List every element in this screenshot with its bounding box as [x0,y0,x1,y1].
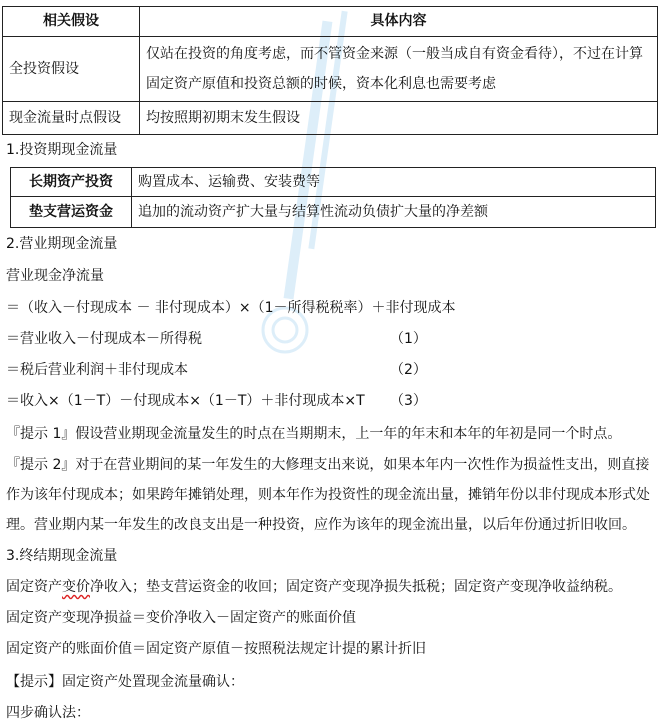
row-key: 全投资假设 [3,37,140,102]
header-assumption: 相关假设 [3,7,140,37]
ocf-title: 营业现金净流量 [6,268,104,284]
row-value: 追加的流动资产扩大量与结算性流动负债扩大量的净差额 [132,197,656,228]
tip-1: 『提示 1』假设营业期现金流量发生的时点在当期期末，上一年的年末和本年的年初是同一个时点。 [6,426,622,442]
tip-2: 『提示 2』对于在营业期间的某一年发生的大修理支出来说，如果本年内一次性作为损益性支出，则直接作为该年付现成本；如果跨年摊销处理，则本年作为投资性的现金流出量，摊销年份以非付现成本形式处理。营业期内某一年发生的改良支出是一种投资，应作为该年的现金流出量，以后年份通过折旧收回。 [6,457,650,533]
disposal-gain-loss: 固定资产变现净损益＝变价净收入－固定资产的账面价值 [6,610,356,626]
terminal-items [6,579,622,596]
row-value: 均按照期初期末发生假设 [140,102,658,135]
row-key: 垫支营运资金 [11,197,132,228]
investment-table [10,167,656,228]
text-segment: 净收入；垫支营运资金的收回；固定资产变现净损失抵税；固定资产变现净收益纳税。 [90,579,622,595]
table-row [3,102,658,135]
section-2-heading: 2.营业期现金流量 [6,236,118,252]
row-key: 现金流量时点假设 [3,102,140,135]
section-1-heading: 1.投资期现金流量 [6,142,118,158]
table-header-row [3,7,658,37]
table-row [11,197,656,228]
formula-number: （3） [390,393,427,409]
formula-3 [6,393,427,410]
formula-1 [6,331,427,348]
section-3-heading: 3.终结期现金流量 [6,548,118,564]
tip-3: 【提示】固定资产处置现金流量确认： [6,674,244,690]
text-segment: 固定资产 [6,579,62,595]
table-row [11,168,656,197]
formula-text: ＝收入×（1－T）－付现成本×（1－T）＋非付现成本×T [6,393,365,409]
four-step-method: 四步确认法： [6,705,90,721]
underlined-word: 变价 [62,579,90,595]
formula-number: （2） [390,362,427,378]
formula-number: （1） [390,331,427,347]
formula-0: ＝（收入－付现成本 － 非付现成本）×（1－所得税税率）＋非付现成本 [6,300,456,316]
row-value: 购置成本、运输费、安装费等 [132,168,656,197]
row-value: 仅站在投资的角度考虑，而不管资金来源（一般当成自有资金看待），不过在计算固定资产原值和投资总额的时候，资本化利息也需要考虑 [140,37,658,102]
header-content: 具体内容 [140,7,658,37]
book-value: 固定资产的账面价值＝固定资产原值－按照税法规定计提的累计折旧 [6,641,426,657]
formula-text: ＝税后营业利润＋非付现成本 [6,362,188,378]
assumptions-table [2,6,658,135]
table-row [3,37,658,102]
row-key: 长期资产投资 [11,168,132,197]
formula-text: ＝营业收入－付现成本－所得税 [6,331,202,347]
formula-2 [6,362,427,379]
